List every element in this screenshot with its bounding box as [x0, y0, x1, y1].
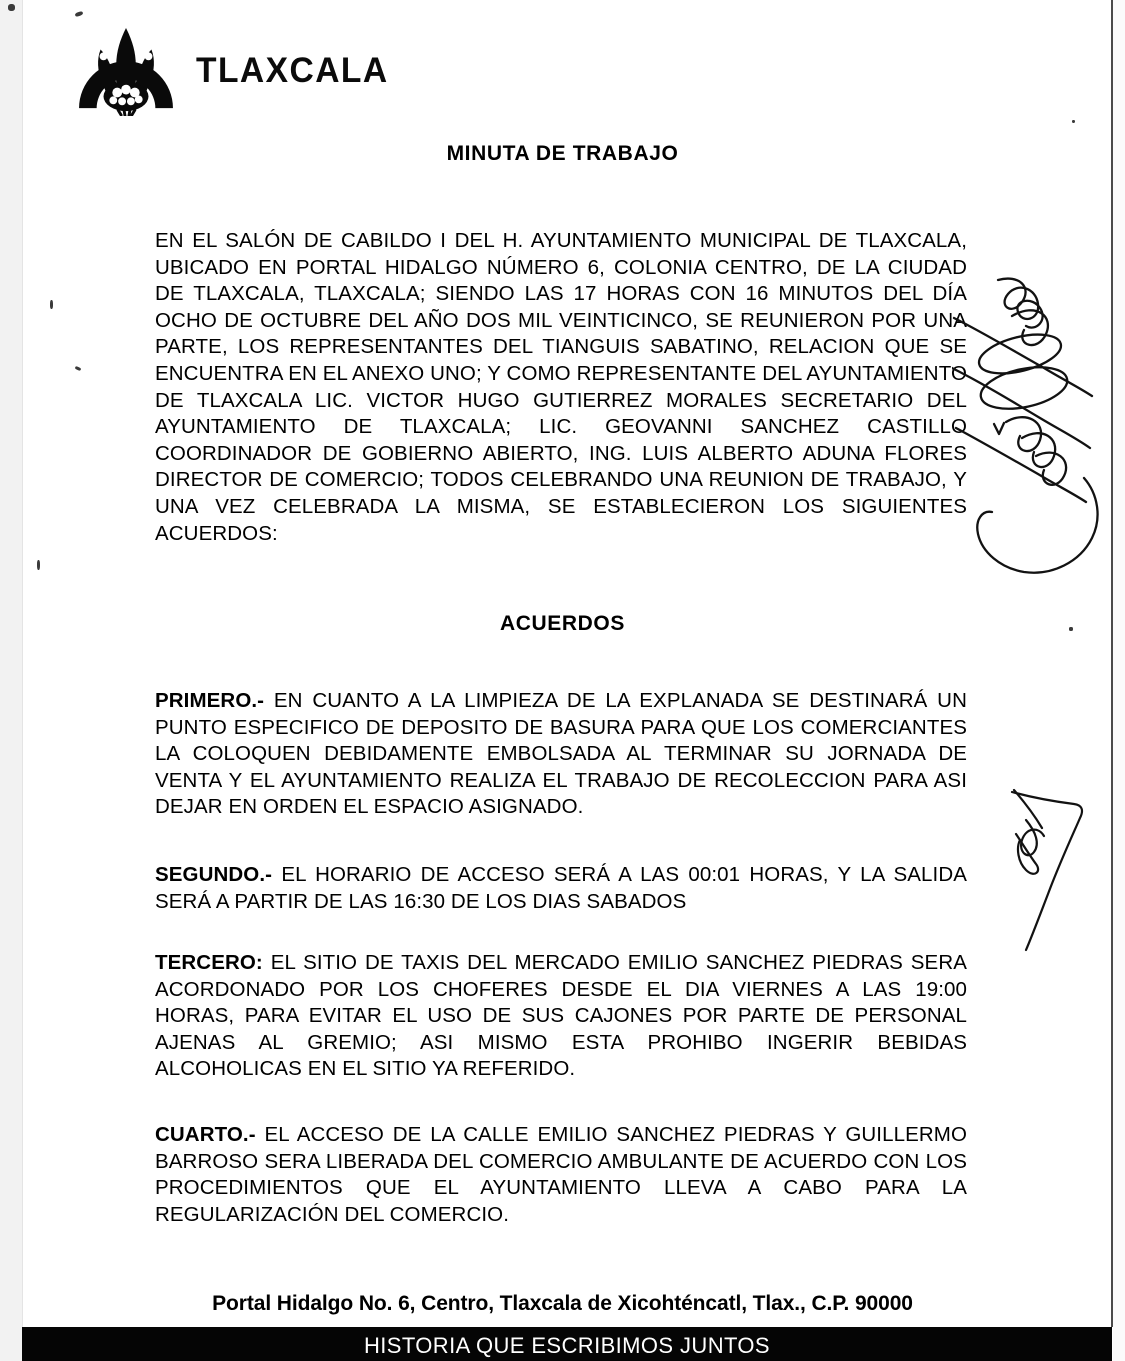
preamble-paragraph: EN EL SALÓN DE CABILDO I DEL H. AYUNTAMIENTO MUNICIPAL DE TLAXCALA, UBICADO EN PORTAL HIDALGO NÚMERO 6, COLONIA CENTRO, DE LA CIUDAD DE TLAXCALA, TLAXCALA; SIENDO LAS 17 HORAS CON 16 MINUTOS DEL DÍA OCHO DE OCTUBRE DEL AÑO DOS MIL VEINTICINCO, SE REUNIERON POR UNA PARTE, LOS REPRESENTANTES DEL TIANGUIS SABATINO, RELACION QUE SE ENCUENTRA EN EL ANEXO UNO; Y COMO REPRESENTANTE DEL AYUNTAMIENTO DE TLAXCALA LIC. VICTOR HUGO GUTIERREZ MORALES SECRETARIO DEL AYUNTAMIENTO DE TLAXCALA; LIC. GEOVANNI SANCHEZ CASTILLO COORDINADOR DE GOBIERNO ABIERTO, ING. LUIS ALBERTO ADUNA FLORES DIRECTOR DE COMERCIO; TODOS CELEBRANDO UNA REUNION DE TRABAJO, Y UNA VEZ CELEBRADA LA MISMA, SE ESTABLECIERON LOS SIGUIENTES ACUERDOS:: [155, 229, 967, 545]
letterhead: [72, 26, 397, 116]
agreement-label: SEGUNDO.-: [155, 863, 273, 886]
agreements-heading: ACUERDOS: [500, 612, 625, 635]
page-title: MINUTA DE TRABAJO: [446, 142, 679, 165]
agreement-label: CUARTO.-: [155, 1123, 256, 1146]
scan-speck: [50, 300, 53, 309]
scan-left-edge-artifact: [0, 0, 23, 1361]
agreement-item: [155, 688, 967, 821]
scan-speck: [1072, 120, 1075, 123]
footer-slogan: HISTORIA QUE ESCRIBIMOS JUNTOS: [363, 1333, 771, 1358]
letterhead-wordmark: TLAXCALA: [196, 51, 389, 90]
scan-speck: [8, 4, 15, 11]
agreement-item: [155, 1122, 967, 1228]
agreement-text: EL SITIO DE TAXIS DEL MERCADO EMILIO SANCHEZ PIEDRAS SERA ACORDONADO POR LOS CHOFERES DESDE EL DIA VIERNES A LAS 19:00 HORAS, PARA EVITAR EL USO DE SUS CAJONES POR PARTE DE PERSONAL AJENAS AL GREMIO; ASI MISMO ESTA PROHIBO INGERIR BEBIDAS ALCOHOLICAS EN EL SITIO YA REFERIDO.: [155, 951, 967, 1081]
agreement-item: [155, 950, 967, 1083]
agreement-text: EL HORARIO DE ACCESO SERÁ A LAS 00:01 HORAS, Y LA SALIDA SERÁ A PARTIR DE LAS 16:30 DE LOS DIAS SABADOS: [155, 863, 967, 913]
agreement-item: [155, 862, 967, 915]
scan-right-edge-artifact: [1113, 0, 1125, 1361]
agreement-text: EN CUANTO A LA LIMPIEZA DE LA EXPLANADA SE DESTINARÁ UN PUNTO ESPECIFICO DE DEPOSITO DE BASURA PARA QUE LOS COMERCIANTES LA COLOQUEN DEBIDAMENTE EMBOLSADA AL TERMINAR SU JORNADA DE VENTA Y EL AYUNTAMIENTO REALIZA EL TRABAJO DE RECOLECCION PARA ASI DEJAR EN ORDEN EL ESPACIO ASIGNADO.: [155, 689, 967, 819]
agreement-label: PRIMERO.-: [155, 689, 265, 712]
signature-primary: [952, 272, 1122, 592]
tlaxcala-coat-of-arms-icon: [72, 26, 180, 116]
agreement-label: TERCERO:: [155, 951, 263, 974]
scan-speck: [75, 11, 84, 17]
footer-address: Portal Hidalgo No. 6, Centro, Tlaxcala de Xicohténcatl, Tlax., C.P. 90000: [212, 1292, 913, 1315]
agreement-text: EL ACCESO DE LA CALLE EMILIO SANCHEZ PIEDRAS Y GUILLERMO BARROSO SERA LIBERADA DEL COMERCIO AMBULANTE DE ACUERDO CON LOS PROCEDIMIENTOS QUE EL AYUNTAMIENTO LLEVA A CABO PARA LA REGULARIZACIÓN DEL COMERCIO.: [155, 1123, 967, 1226]
scan-speck: [75, 366, 82, 371]
signature-secondary: [1004, 778, 1114, 958]
scan-speck: [37, 560, 40, 570]
